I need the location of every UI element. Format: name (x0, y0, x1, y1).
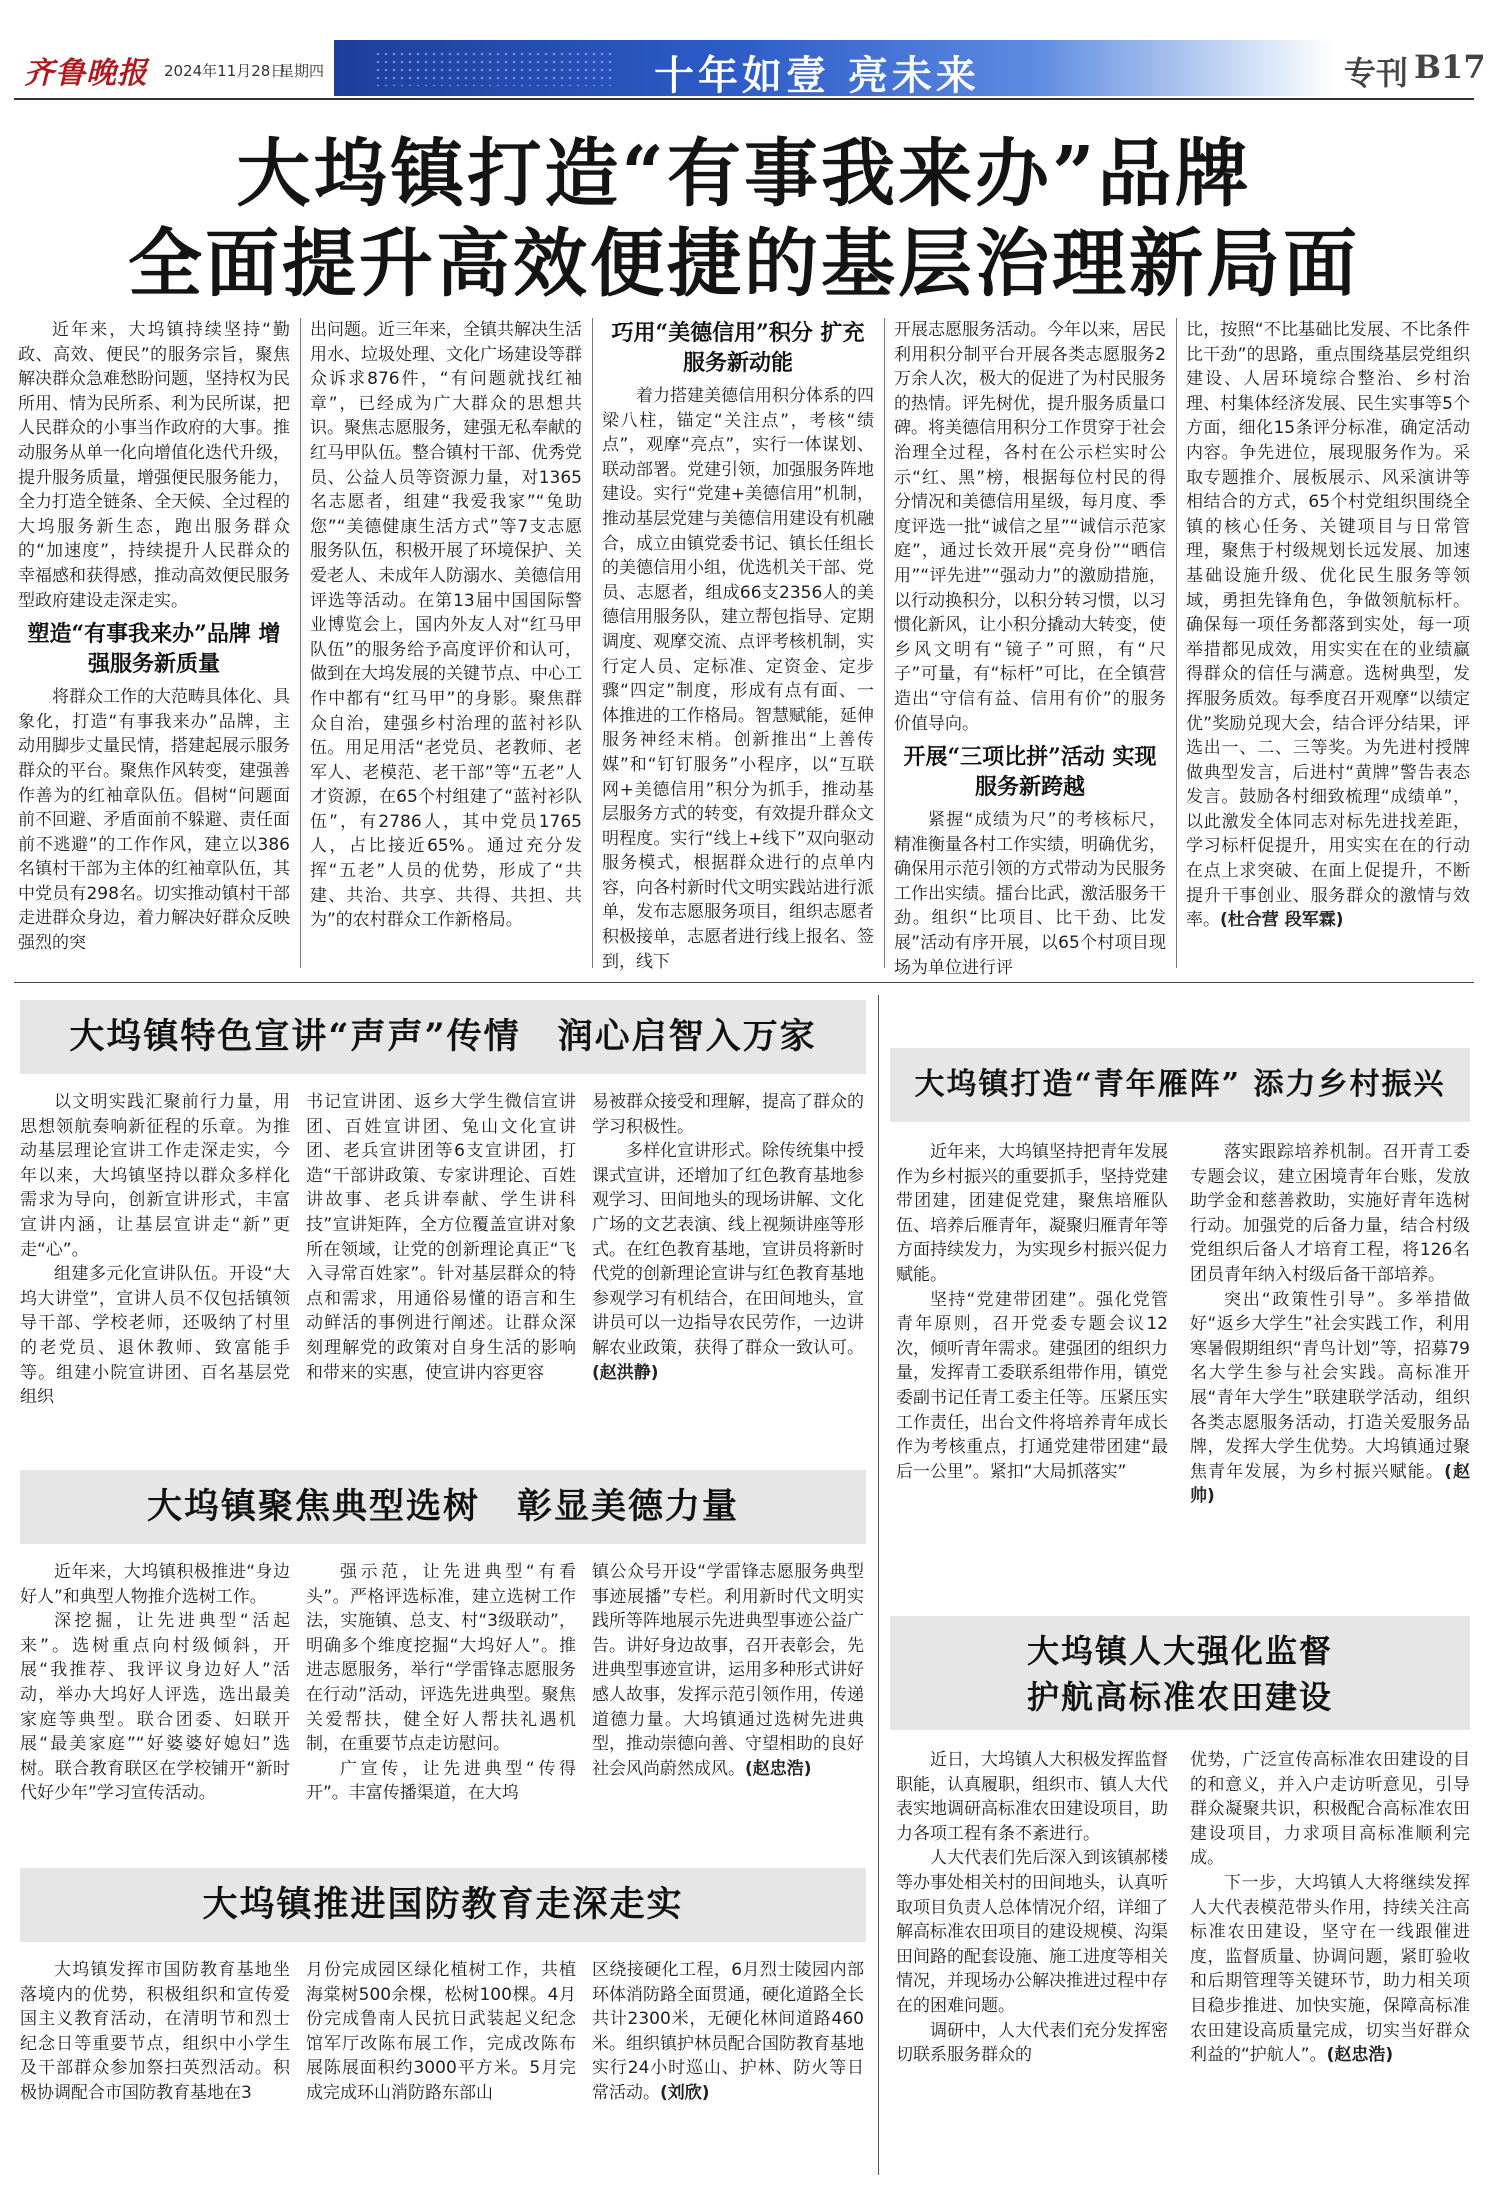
paragraph: 近日，大坞镇人大积极发挥监督职能，认真履职，组织市、镇人大代表实地调研高标准农田建设项目，助力各项工程有条不紊进行。 (896, 1750, 1168, 1844)
xuanjiang-col3 (592, 1090, 864, 1385)
heading-line1: 大坞镇人大强化监督 (1026, 1632, 1333, 1670)
paragraph: 深挖掘，让先进典型“活起来”。选树重点向村级倾斜，开展“我推荐、我评议身边好人”活动，举办大坞好人评选，选出最美家庭等典型。联合团委、妇联开展“最美家庭”“好婆婆好媳妇”选树。联合教育联区在学校铺开“新时代好少年”学习宣传活动。 (20, 1611, 290, 1804)
issue-weekday: 星期四 (279, 62, 325, 80)
dianxing-col3 (592, 1560, 864, 1781)
paragraph: 近年来，大坞镇积极推进“身边好人”和典型人物推介选树工作。 (20, 1562, 290, 1607)
section-label: 专刊 (1344, 54, 1409, 92)
paragraph: 出问题。近三年来，全镇共解决生活用水、垃圾处理、文化广场建设等群众诉求876件，“有问题就找红袖章”，已经成为广大群众的思想共识。聚焦志愿服务，建强无私奉献的红马甲队伍。整合镇村干部、优秀党员、公益人员等资源力量，对1365名志愿者，组建“我爱我家”“兔助您”“美德健康生活方式”等7支志愿服务队伍，积极开展了环境保护、关爱老人、未成年人防溺水、美德信用评选等活动。在第13届中国国际警业博览会上，国内外友人对“红马甲队伍”的服务给予高度评价和认可，做到在大坞发展的关键节点、中心工作中都有“红马甲”的身影。聚焦群众自治，建强乡村治理的蓝衬衫队伍。用足用活“老党员、老教师、老军人、老模范、老干部”等“五老”人才资源，在65个村组建了“蓝衬衫队伍”，有2786人，其中党员1765人，占比接近65%。通过充分发挥“五老”人员的优势，形成了“共建、共治、共享、共得、共担、共为”的农村群众工作新格局。 (310, 320, 582, 931)
byline: (赵帅) (1190, 1461, 1470, 1507)
article-heading-guofang: 大坞镇推进国防教育走深走实 (20, 1868, 866, 1942)
paragraph: 近年来，大坞镇持续坚持“勤政、高效、便民”的服务宗旨，聚焦解决群众急难愁盼问题，坚持权为民所用、情为民所系、利为民所谋，把人民群众的小事当作政府的大事。推动服务从单一化向增值化迭代升级，提升服务质量，增强便民服务能力，全力打造全链条、全天候、全过程的大坞服务新生态，跑出服务群众的“加速度”，持续提升人民群众的幸福感和获得感，推动高效便民服务型政府建设走深走实。 (18, 320, 290, 611)
dianxing-col2 (306, 1560, 576, 1806)
guofang-col3 (592, 1958, 864, 2106)
byline: (赵忠浩) (1326, 2045, 1394, 2066)
main-article-col1 (18, 318, 290, 956)
paragraph: 易被群众接受和理解，提高了群众的学习积极性。 (592, 1092, 864, 1137)
paragraph: 广宣传，让先进典型“传得开”。丰富传播渠道，在大坞 (306, 1758, 576, 1804)
paragraph: 人大代表们先后深入到该镇郝楼等办事处相关村的田间地头，认真听取项目负责人总体情况介绍，详细了解高标准农田项目的建设规模、沟渠田间路的配套设施、施工进度等相关情况，并现场办公解决推进过程中存在的困难问题。 (896, 1848, 1168, 2016)
paragraph: 区绕接硬化工程，6月烈士陵园内部环体消防路全面贯通，硬化道路全长共计2300米，无硬化林间道路460米。组织镇护林员配合国防教育基地实行24小时巡山、护林、防火等日常活动。(刘欣) (592, 1960, 864, 2103)
byline: (赵忠浩) (745, 1758, 812, 1779)
paragraph: 以文明实践汇聚前行力量，用思想领航奏响新征程的乐章。为推动基层理论宣讲工作走深走实，今年以来，大坞镇坚持以群众多样化需求为导向，创新宣讲形式，丰富宣讲内涵，让基层宣讲走“新”更走“心”。 (20, 1092, 290, 1260)
paragraph: 下一步，大坞镇人大将继续发挥人大代表模范带头作用，持续关注高标准农田建设，坚守在一线跟催进度，监督质量、协调问题，紧盯验收和后期管理等关键环节，助力相关项目稳步推进、加快实施，保障高标准农田建设高质量完成，切实当好群众利益的“护航人”。(赵忠浩) (1190, 1872, 1470, 2066)
guofang-col2 (306, 1958, 576, 2106)
heading-line2: 护航高标准农田建设 (1026, 1678, 1333, 1716)
main-article-col2 (310, 318, 582, 933)
renda-col2 (1190, 1748, 1470, 2068)
paragraph: 调研中，人大代表们充分发挥密切联系服务群众的 (896, 2020, 1168, 2066)
newspaper-logo: 齐鲁晚报 (24, 56, 148, 91)
paragraph: 月份完成园区绿化植树工作，共植海棠树500余棵，松树100棵。4月份完成鲁南人民抗日武装起义纪念馆军厅改陈布展工作，完成改陈布展陈展面积约3000平方米。5月完成完成环山消防路东部山 (306, 1960, 576, 2103)
renda-col1 (896, 1748, 1168, 2068)
dianxing-col1 (20, 1560, 290, 1806)
main-headline-line2: 全面提升高效便捷的基层治理新局面 (128, 221, 1360, 307)
xuanjiang-col2 (306, 1090, 576, 1385)
paragraph: 优势，广泛宣传高标准农田建设的目的和意义，并入户走访听意见，引导群众凝聚共识，积极配合高标准农田建设项目，力求项目高标准顺利完成。 (1190, 1750, 1470, 1869)
paragraph: 多样化宣讲形式。除传统集中授课式宣讲，还增加了红色教育基地参观学习、田间地头的现场讲解、文化广场的文艺表演、线上视频讲座等形式。在红色教育基地，宣讲员将新时代党的创新理论宣讲与红色教育基地参观学习有机结合，在田间地头，宣讲员可以一边指导农民劳作，一边讲解农业政策，获得了群众一致认可。(赵洪静) (592, 1141, 864, 1383)
article-heading-dianxing: 大坞镇聚焦典型选树 彰显美德力量 (20, 1470, 866, 1544)
article-heading-xuanjiang: 大坞镇特色宣讲“声声”传情 润心启智入万家 (20, 1000, 866, 1074)
section-divider (14, 982, 1474, 983)
byline: (赵洪静) (592, 1362, 659, 1383)
section-vertical-divider (878, 995, 879, 2175)
banner-dot-pattern (374, 50, 614, 86)
main-article-col3 (602, 318, 874, 974)
column-rule (1176, 318, 1177, 968)
paragraph: 强示范，让先进典型“有看头”。严格评选标准，建立选树工作法，实施镇、总支、村“3级联动”，明确多个维度挖掘“大坞好人”。推进志愿服务，举行“学雷锋志愿服务在行动”活动，评选先进典型。聚焦关爱帮扶，健全好人帮扶礼遇机制，在重要节点走访慰问。 (306, 1562, 576, 1755)
paragraph: 书记宣讲团、返乡大学生微信宣讲团、百姓宣讲团、兔山文化宣讲团、老兵宣讲团等6支宣讲团，打造“干部讲政策、专家讲理论、百姓讲故事、老兵讲奉献、学生讲科技”宣讲矩阵，全方位覆盖宣讲对象所在领域，让党的创新理论真正“飞入寻常百姓家”。针对基层群众的特点和需求，用通俗易懂的语言和生动鲜活的事例进行阐述。让群众深刻理解党的政策对自身生活的影响和带来的实惠，使宣讲内容更容 (306, 1092, 576, 1383)
column-rule (300, 318, 301, 968)
paragraph: 镇公众号开设“学雷锋志愿服务典型事迹展播”专栏。利用新时代文明实践所等阵地展示先进典型事迹公益广告。讲好身边故事，召开表彰会，先进典型事迹宣讲，运用多种形式讲好感人故事，发挥示范引领作用，传递道德力量。大坞镇通过选树先进典型，推动崇德向善、守望相助的良好社会风尚蔚然成风。(赵忠浩) (592, 1562, 864, 1779)
subheading: 巧用“美德信用”积分 扩充服务新动能 (611, 320, 865, 376)
main-article-col5 (1186, 318, 1470, 933)
article-heading-qingnian: 大坞镇打造“青年雁阵” 添力乡村振兴 (890, 1048, 1470, 1122)
subheading: 塑造“有事我来办”品牌 增强服务新质量 (27, 621, 281, 678)
byline: (杜合营 段军霖) (1220, 910, 1344, 931)
guofang-col1 (20, 1958, 290, 2106)
xuanjiang-col1 (20, 1090, 290, 1410)
main-headline-line1: 大坞镇打造“有事我来办”品牌 (236, 131, 1252, 217)
masthead-banner (334, 40, 1334, 96)
paragraph: 组建多元化宣讲队伍。开设“大坞大讲堂”，宣讲人员不仅包括镇领导干部、学校老师，还吸纳了村里的老党员、退休教师、致富能手等。组建小院宣讲团、百名基层党组织 (20, 1264, 290, 1408)
paragraph: 突出“政策性引导”。多举措做好“返乡大学生”社会实践工作，利用寒暑假期组织“青鸟计划”等，招募79名大学生参与社会实践。高标准开展“青年大学生”联建联学活动，组织各类志愿服务活动，打造关爱服务品牌，发挥大学生优势。大坞镇通过聚焦青年发展，为乡村振兴赋能。(赵帅) (1190, 1289, 1470, 1507)
qingnian-col1 (896, 1140, 1168, 1484)
paragraph: 紧握“成绩为尺”的考核标尺，精准衡量各村工作实绩，明确优劣，确保用示范引领的方式带动为民服务工作出实绩。擂台比武，激活服务干劲。组织“比项目、比干劲、比发展”活动有序开展，以65个村项目现场为单位进行评 (894, 810, 1166, 978)
banner-slogan: 十年如壹 亮未来 (654, 52, 980, 96)
paragraph: 着力搭建美德信用积分体系的四梁八柱，锚定“关注点”，考核“绩点”，观摩“亮点”，实行一体谋划、联动部署。党建引领，加强服务阵地建设。实行“党建+美德信用”机制，推动基层党建与美德信用建设有机融合，成立由镇党委书记、镇长任组长的美德信用小组，优选机关干部、党员、志愿者，组成66支2356人的美德信用服务队，建立帮包指导、定期调度、观摩交流、点评考核机制，实行定人员、定标准、定资金、定步骤“四定”制度，形成有点有面、一体推进的工作格局。智慧赋能，延伸服务神经末梢。创新推出“上善传媒”和“钉钉服务”小程序，以“互联网+美德信用”积分为抓手，推动基层服务方式的转变，有效提升群众文明程度。实行“线上+线下”双向驱动服务模式，根据群众进行的点单内容，向各村新时代文明实践站进行派单，发布志愿服务项目，组织志愿者积极接单，志愿者进行线上报名、签到，线下 (602, 386, 874, 972)
page-number: B17 (1414, 48, 1486, 86)
paragraph: 近年来，大坞镇坚持把青年发展作为乡村振兴的重要抓手，坚持党建带团建，团建促党建，聚焦培雁队伍、培养后雁青年，凝聚归雁青年等方面持续发力，为实现乡村振兴促力赋能。 (896, 1142, 1168, 1285)
paragraph: 落实跟踪培养机制。召开青工委专题会议，建立困境青年台账，发放助学金和慈善救助，实施好青年选树行动。加强党的后备力量，结合村级党组织后备人才培育工程，将126名团员青年纳入村级后备干部培养。 (1190, 1142, 1470, 1285)
subheading: 开展“三项比拼”活动 实现服务新跨越 (903, 744, 1157, 801)
issue-date: 2024年11月28日 (164, 62, 286, 80)
paragraph: 将群众工作的大范畴具体化、具象化，打造“有事我来办”品牌，主动用脚步丈量民情，搭建起展示服务群众的平台。聚焦作风转变，建强善作善为的红袖章队伍。倡树“问题面前不回避、矛盾面前不躲避、责任面前不逃避”的工作作风，建立以386名镇村干部为主体的红袖章队伍，其中党员有298名。切实推动镇村干部走进群众身边，着力解决好群众反映强烈的突 (18, 687, 290, 954)
main-article-col4 (894, 318, 1166, 980)
paragraph: 大坞镇发挥市国防教育基地坐落境内的优势，积极组织和宣传爱国主义教育活动，在清明节和烈士纪念日等重要节点，组织中小学生及干部群众参加祭扫英烈活动。积极协调配合市国防教育基地在3 (20, 1960, 290, 2103)
paragraph: 比，按照“不比基础比发展、不比条件比干劲”的思路，重点围绕基层党组织建设、人居环境综合整治、乡村治理、村集体经济发展、民生实事等5个方面，细化15条评分标准，确定活动内容。争先进位，展现服务作为。采取专题推介、展板展示、风采演讲等相结合的方式，65个村党组织围绕全镇的核心任务、关键项目与日常管理，聚焦于村级规划长远发展、加速基础设施升级、优化民生服务等领域，勇担先锋角色，争做领航标杆。确保每一项任务都落到实处，每一项举措都见成效，用实实在在的业绩赢得群众的信任与满意。选树典型，发挥服务质效。每季度召开观摩“以绩定优”奖励兑现大会，结合评分结果，评选出一、二、三等奖。为先进村授牌做典型发言，后进村“黄牌”警告表态发言。鼓励各村细致梳理“成绩单”，以此激发全体同志对标先进找差距，学习标杆促提升，用实实在在的行动在点上求突破、在面上促提升，不断提升干事创业、服务群众的激情与效率。(杜合营 段军霖) (1186, 320, 1470, 931)
qingnian-col2 (1190, 1140, 1470, 1509)
paragraph: 开展志愿服务活动。今年以来，居民利用积分制平台开展各类志愿服务2万余人次，极大的促进了为村民服务的热情。评先树优，提升服务质量口碑。将美德信用积分工作贯穿于社会治理全过程，各村在公示栏实时公示“红、黑”榜，根据每位村民的得分情况和美德信用星级，每月度、季度评选一批“诚信之星”“诚信示范家庭”，通过长效开展“亮身份”“晒信用”“评先进”“强动力”的激励措施，以行动换积分，以积分转习惯，以习惯化新风，让小积分撬动大转变，使乡风文明有“镜子”可照，有“尺子”可量，有“标杆”可比，在全镇营造出“守信有益、信用有价”的服务价值导向。 (894, 320, 1166, 734)
masthead-rule (14, 98, 1474, 100)
byline: (刘欣) (660, 2082, 710, 2103)
column-rule (884, 318, 885, 968)
paragraph: 坚持“党建带团建”。强化党管青年原则，召开党委专题会议12次，倾听青年需求。建强团的组织力量，发挥青工委联系组带作用，镇党委副书记任青工委主任等。压紧压实工作责任，出台文件将培养青年成长作为考核重点，打通党建带团建“最后一公里”。紧扣“大局抓落实” (896, 1289, 1168, 1482)
article-heading-renda (890, 1616, 1470, 1730)
masthead (14, 40, 1486, 96)
column-rule (592, 318, 593, 968)
